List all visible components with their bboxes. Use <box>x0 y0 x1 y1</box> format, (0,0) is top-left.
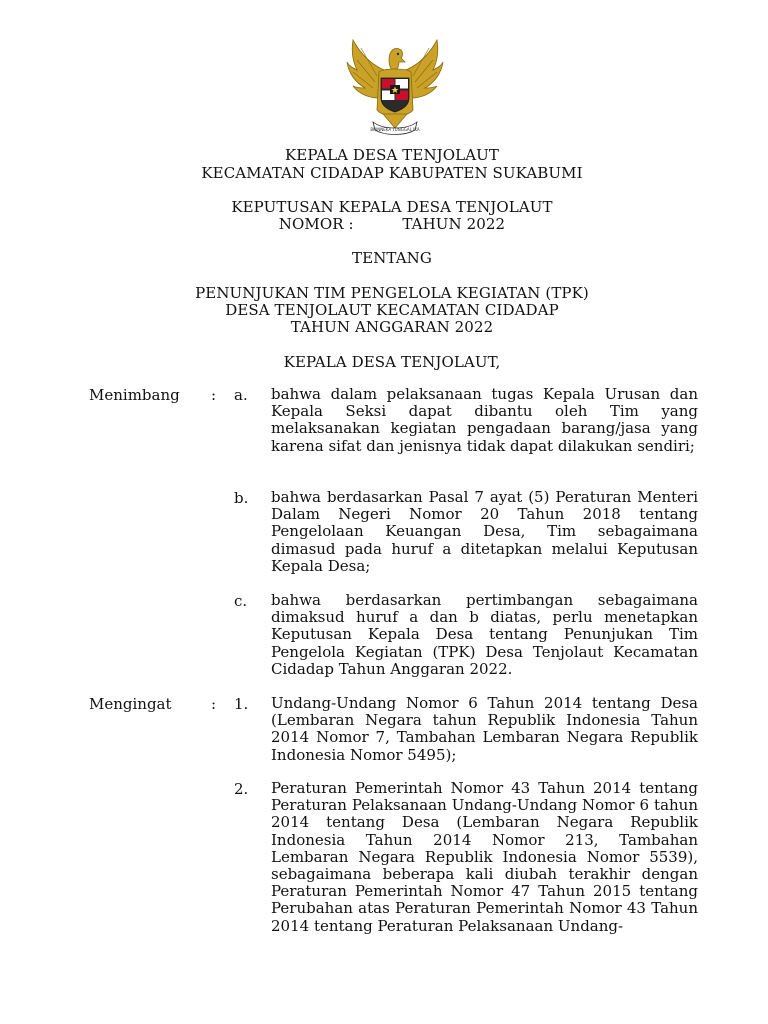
garuda-emblem-graphic <box>343 32 447 140</box>
header-line-1: KEPALA DESA TENJOLAUT <box>284 146 500 164</box>
decree-title: KEPUTUSAN KEPALA DESA TENJOLAUT <box>231 198 553 216</box>
menimbang-colon: : <box>211 386 217 404</box>
menimbang-label: Menimbang <box>89 386 180 404</box>
item-marker: a. <box>234 386 248 404</box>
tentang-label: TENTANG <box>352 249 432 267</box>
mengingat-label: Mengingat <box>89 695 172 713</box>
garuda-emblem <box>343 32 447 140</box>
decree-number: NOMOR : TAHUN 2022 <box>278 215 506 233</box>
item-marker: c. <box>234 592 248 610</box>
item-text: Undang-Undang Nomor 6 Tahun 2014 tentang Desa (Lembaran Negara tahun Republik Indonesia Tahun 2014 Nomor 7, Tambahan Lembaran Negara Republik Indonesia Nomor 5495); <box>271 694 698 764</box>
item-text: bahwa dalam pelaksanaan tugas Kepala Urusan dan Kepala Seksi dapat dibantu oleh Tim yang melaksanakan kegiatan pengadaan barang/jasa yang karena sifat dan jenisnya tidak dapat dilakukan sendiri; <box>271 385 698 455</box>
mengingat-colon: : <box>211 695 217 713</box>
svg-text:BHINNEKA TUNGGAL IKA: BHINNEKA TUNGGAL IKA <box>370 127 420 132</box>
item-marker: 2. <box>234 780 249 798</box>
subject-line-3: TAHUN ANGGARAN 2022 <box>290 318 494 336</box>
item-marker: 1. <box>234 695 249 713</box>
item-text: bahwa berdasarkan pertimbangan sebagaimana dimaksud huruf a dan b diatas, perlu menetapkan Keputusan Kepala Desa tentang Penunjukan Tim Pengelola Kegiatan (TPK) Desa Tenjolaut Kecamatan Cidadap Tahun Anggaran 2022. <box>271 591 698 678</box>
subject-line-2: DESA TENJOLAUT KECAMATAN CIDADAP <box>225 301 559 319</box>
item-text: Peraturan Pemerintah Nomor 43 Tahun 2014 tentang Peraturan Pelaksanaan Undang-Undang Nomor 6 tahun 2014 tentang Desa (Lembaran Negara Republik Indonesia Tahun 2014 Nomor 213, Tambahan Lembaran Negara Republik Indonesia Nomor 5539), sebagaimana beberapa kali diubah terakhir dengan Peraturan Pemerintah Nomor 47 Tahun 2015 tentang Perubahan atas Peraturan Pemerintah Nomor 43 Tahun 2014 tentang Peraturan Pelaksanaan Undang- <box>271 779 698 935</box>
item-text: bahwa berdasarkan Pasal 7 ayat (5) Peraturan Menteri Dalam Negeri Nomor 20 Tahun 2018 tentang Pengelolaan Keuangan Desa, Tim sebagaimana dimasud pada huruf a ditetapkan melalui Keputusan Kepala Desa; <box>271 488 698 575</box>
header-line-2: KECAMATAN CIDADAP KABUPATEN SUKABUMI <box>201 164 583 182</box>
item-marker: b. <box>234 489 249 507</box>
subject-line-1: PENUNJUKAN TIM PENGELOLA KEGIATAN (TPK) <box>195 284 589 302</box>
issuer-line: KEPALA DESA TENJOLAUT, <box>283 353 501 371</box>
